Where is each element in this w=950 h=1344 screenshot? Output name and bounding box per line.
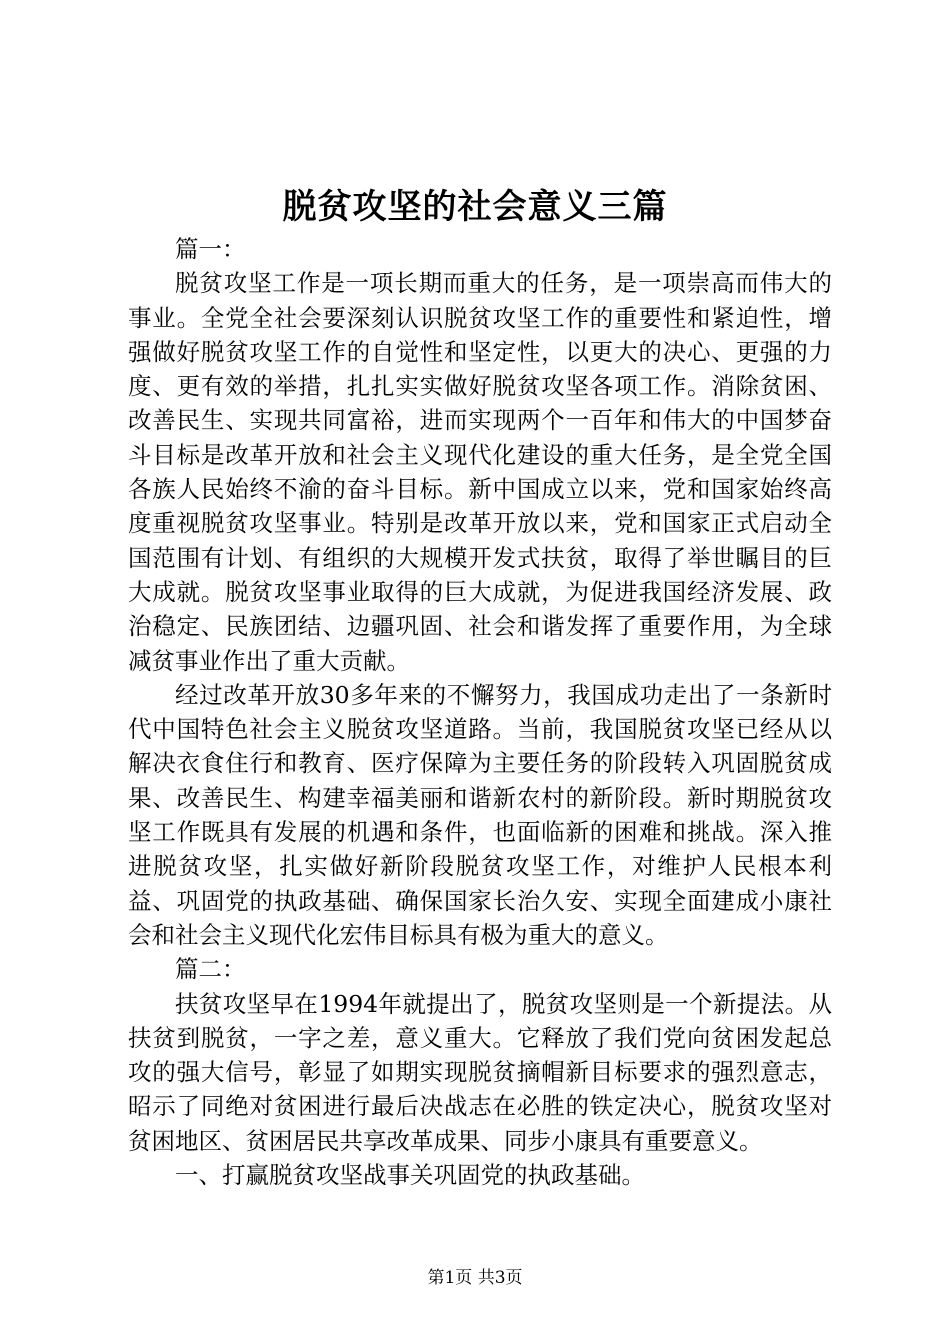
page-number-footer: 第1页 共3页 xyxy=(427,1268,523,1288)
subsection-heading: 一、打赢脱贫攻坚战事关巩固党的执政基础。 xyxy=(175,1161,645,1190)
body-paragraph: 脱贫攻坚工作是一项长期而重大的任务，是一项崇高而伟大的事业。全党全社会要深刻认识脱贫攻坚工作的重要性和紧迫性，增强做好脱贫攻坚工作的自觉性和坚定性，以更大的决心、更强的力度、更有效的举措，扎扎实实做好脱贫攻坚各项工作。消除贫困、改善民生、实现共同富裕，进而实现两个一百年和伟大的中国梦奋斗目标是改革开放和社会主义现代化建设的重大任务，是全党全国各族人民始终不渝的奋斗目标。新中国成立以来，党和国家始终高度重视脱贫攻坚事业。特别是改革开放以来，党和国家正式启动全国范围有计划、有组织的大规模开发式扶贫，取得了举世瞩目的巨大成就。脱贫攻坚事业取得的巨大成就，为促进我国经济发展、政治稳定、民族团结、边疆巩固、社会和谐发挥了重要作用，为全球减贫事业作出了重大贡献。 xyxy=(128,269,832,675)
section-heading-two: 篇二： xyxy=(175,955,246,984)
document-title: 脱贫攻坚的社会意义三篇 xyxy=(282,187,668,227)
body-paragraph: 扶贫攻坚早在1994年就提出了，脱贫攻坚则是一个新提法。从扶贫到脱贫，一字之差，意义重大。它释放了我们党向贫困发起总攻的强大信号，彰显了如期实现脱贫摘帽新目标要求的强烈意志，昭示了同绝对贫困进行最后决战志在必胜的铁定决心，脱贫攻坚对贫困地区、贫困居民共享改革成果、同步小康具有重要意义。 xyxy=(128,989,832,1155)
document-body xyxy=(128,232,832,1192)
section-heading-one: 篇一： xyxy=(175,235,246,263)
body-paragraph: 经过改革开放30多年来的不懈努力，我国成功走出了一条新时代中国特色社会主义脱贫攻坚道路。当前，我国脱贫攻坚已经从以解决衣食住行和教育、医疗保障为主要任务的阶段转入巩固脱贫成果、改善民生、构建幸福美丽和谐新农村的新阶段。新时期脱贫攻坚工作既具有发展的机遇和条件，也面临新的困难和挑战。深入推进脱贫攻坚，扎实做好新阶段脱贫攻坚工作，对维护人民根本利益、巩固党的执政基础、确保国家长治久安、实现全面建成小康社会和社会主义现代化宏伟目标具有极为重大的意义。 xyxy=(128,680,832,949)
